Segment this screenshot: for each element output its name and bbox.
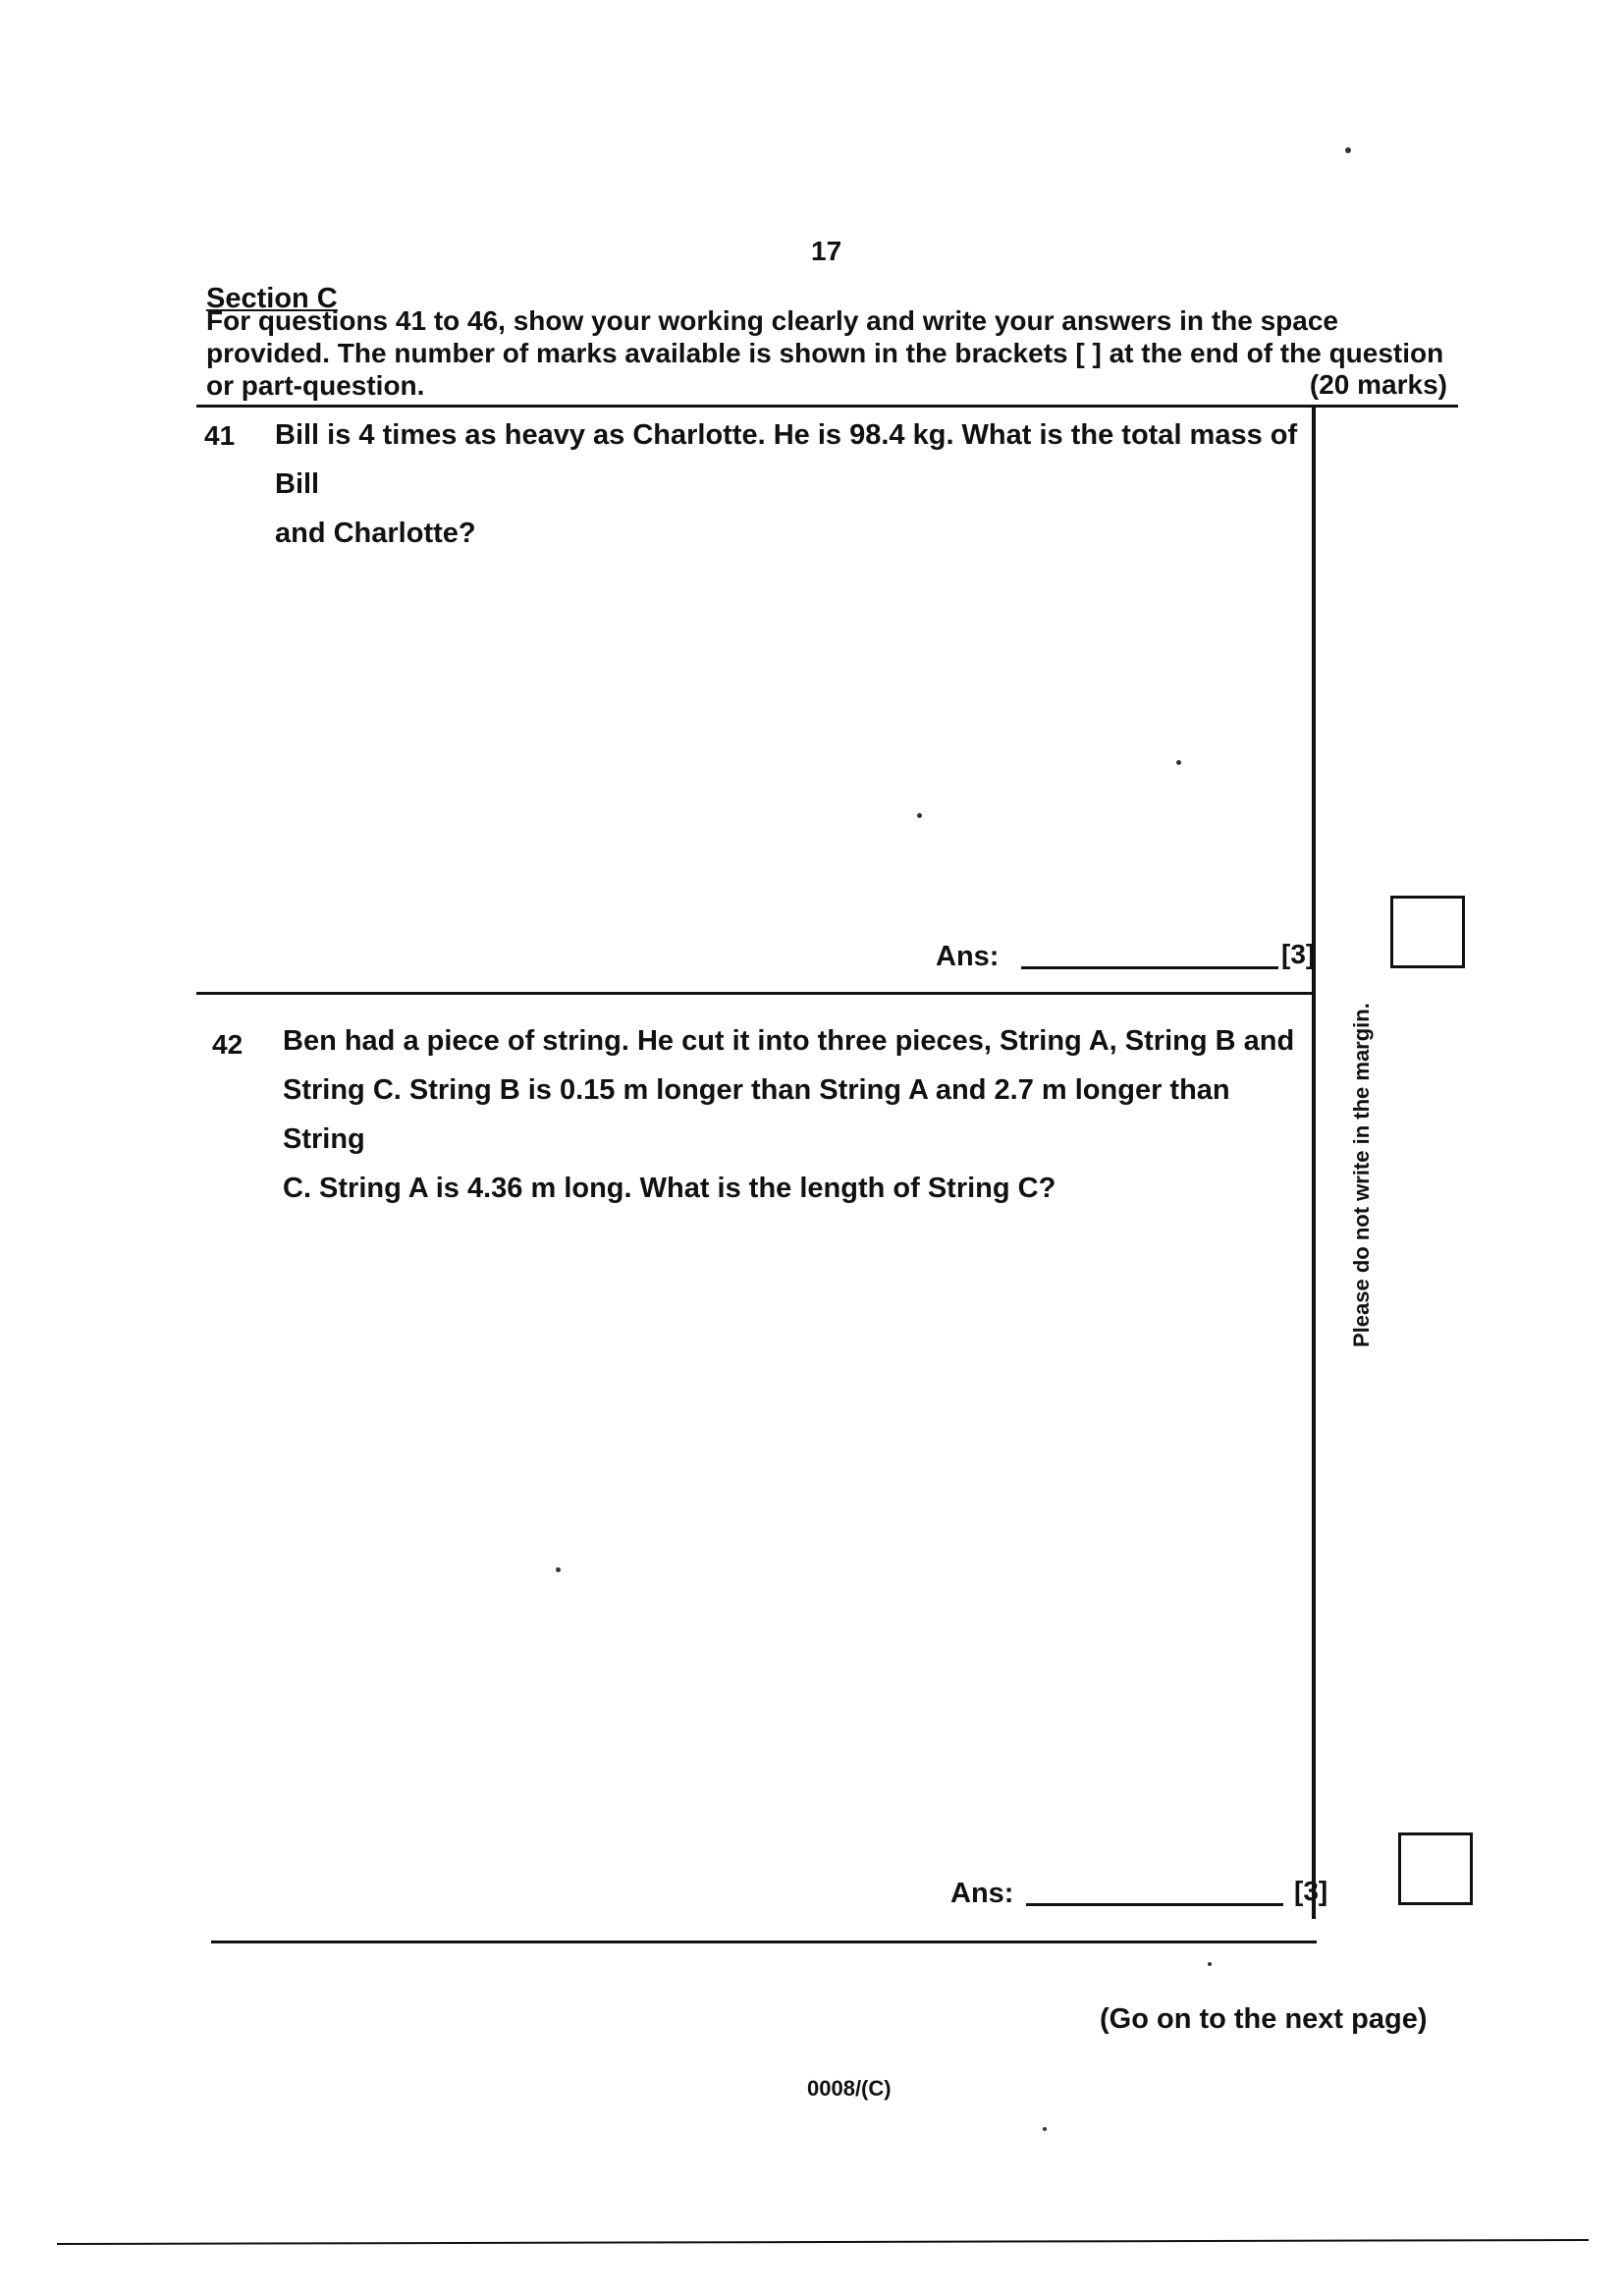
question-line: C. String A is 4.36 m long. What is the length of String C? — [283, 1173, 1056, 1204]
answer-line[interactable] — [1026, 1903, 1283, 1906]
score-box[interactable] — [1390, 896, 1465, 968]
question-number: 42 — [212, 1029, 244, 1060]
instruction-line: For questions 41 to 46, show your working clearly and write your answers in the space — [206, 305, 1338, 336]
next-page-note: (Go on to the next page) — [1100, 2003, 1428, 2035]
scan-speck — [1176, 760, 1181, 765]
section-title: Section C — [206, 283, 338, 314]
scan-speck — [1345, 147, 1351, 153]
section-divider — [196, 405, 1458, 408]
question-line: String C. String B is 0.15 m longer than String A and 2.7 m longer than String — [283, 1074, 1230, 1155]
question-line: Bill is 4 times as heavy as Charlotte. He is 98.4 kg. What is the total mass of Bill — [275, 419, 1298, 500]
scan-speck — [556, 1567, 561, 1572]
answer-region-bottom-rule — [211, 1941, 1317, 1943]
total-marks: (20 marks) — [1309, 369, 1447, 400]
answer-line[interactable] — [1021, 966, 1278, 969]
question-text — [275, 410, 1311, 558]
scan-edge-line — [57, 2239, 1589, 2245]
instruction-line: provided. The number of marks available is shown in the brackets [ ] at the end of the question — [206, 338, 1444, 368]
scan-speck — [1043, 2127, 1047, 2131]
margin-border — [1312, 407, 1316, 1919]
question-number: 41 — [204, 420, 236, 451]
margin-note: Please do not write in the margin. — [1349, 1003, 1374, 1347]
answer-label: Ans: — [950, 1878, 1014, 1909]
paper-code: 0008/(C) — [807, 2076, 892, 2101]
question-divider — [196, 992, 1316, 995]
page-number: 17 — [811, 236, 842, 266]
mark-allocation: [3] — [1281, 939, 1316, 969]
question-line: and Charlotte? — [275, 518, 476, 549]
instruction-line: or part-question. — [206, 370, 425, 401]
answer-label: Ans: — [936, 941, 1000, 972]
section-instructions — [206, 304, 1443, 402]
mark-allocation: [3] — [1294, 1876, 1328, 1906]
scan-speck — [917, 813, 922, 818]
question-text — [283, 1016, 1304, 1213]
scan-speck — [1208, 1962, 1212, 1966]
question-line: Ben had a piece of string. He cut it into three pieces, String A, String B and — [283, 1025, 1295, 1057]
score-box[interactable] — [1398, 1832, 1473, 1905]
